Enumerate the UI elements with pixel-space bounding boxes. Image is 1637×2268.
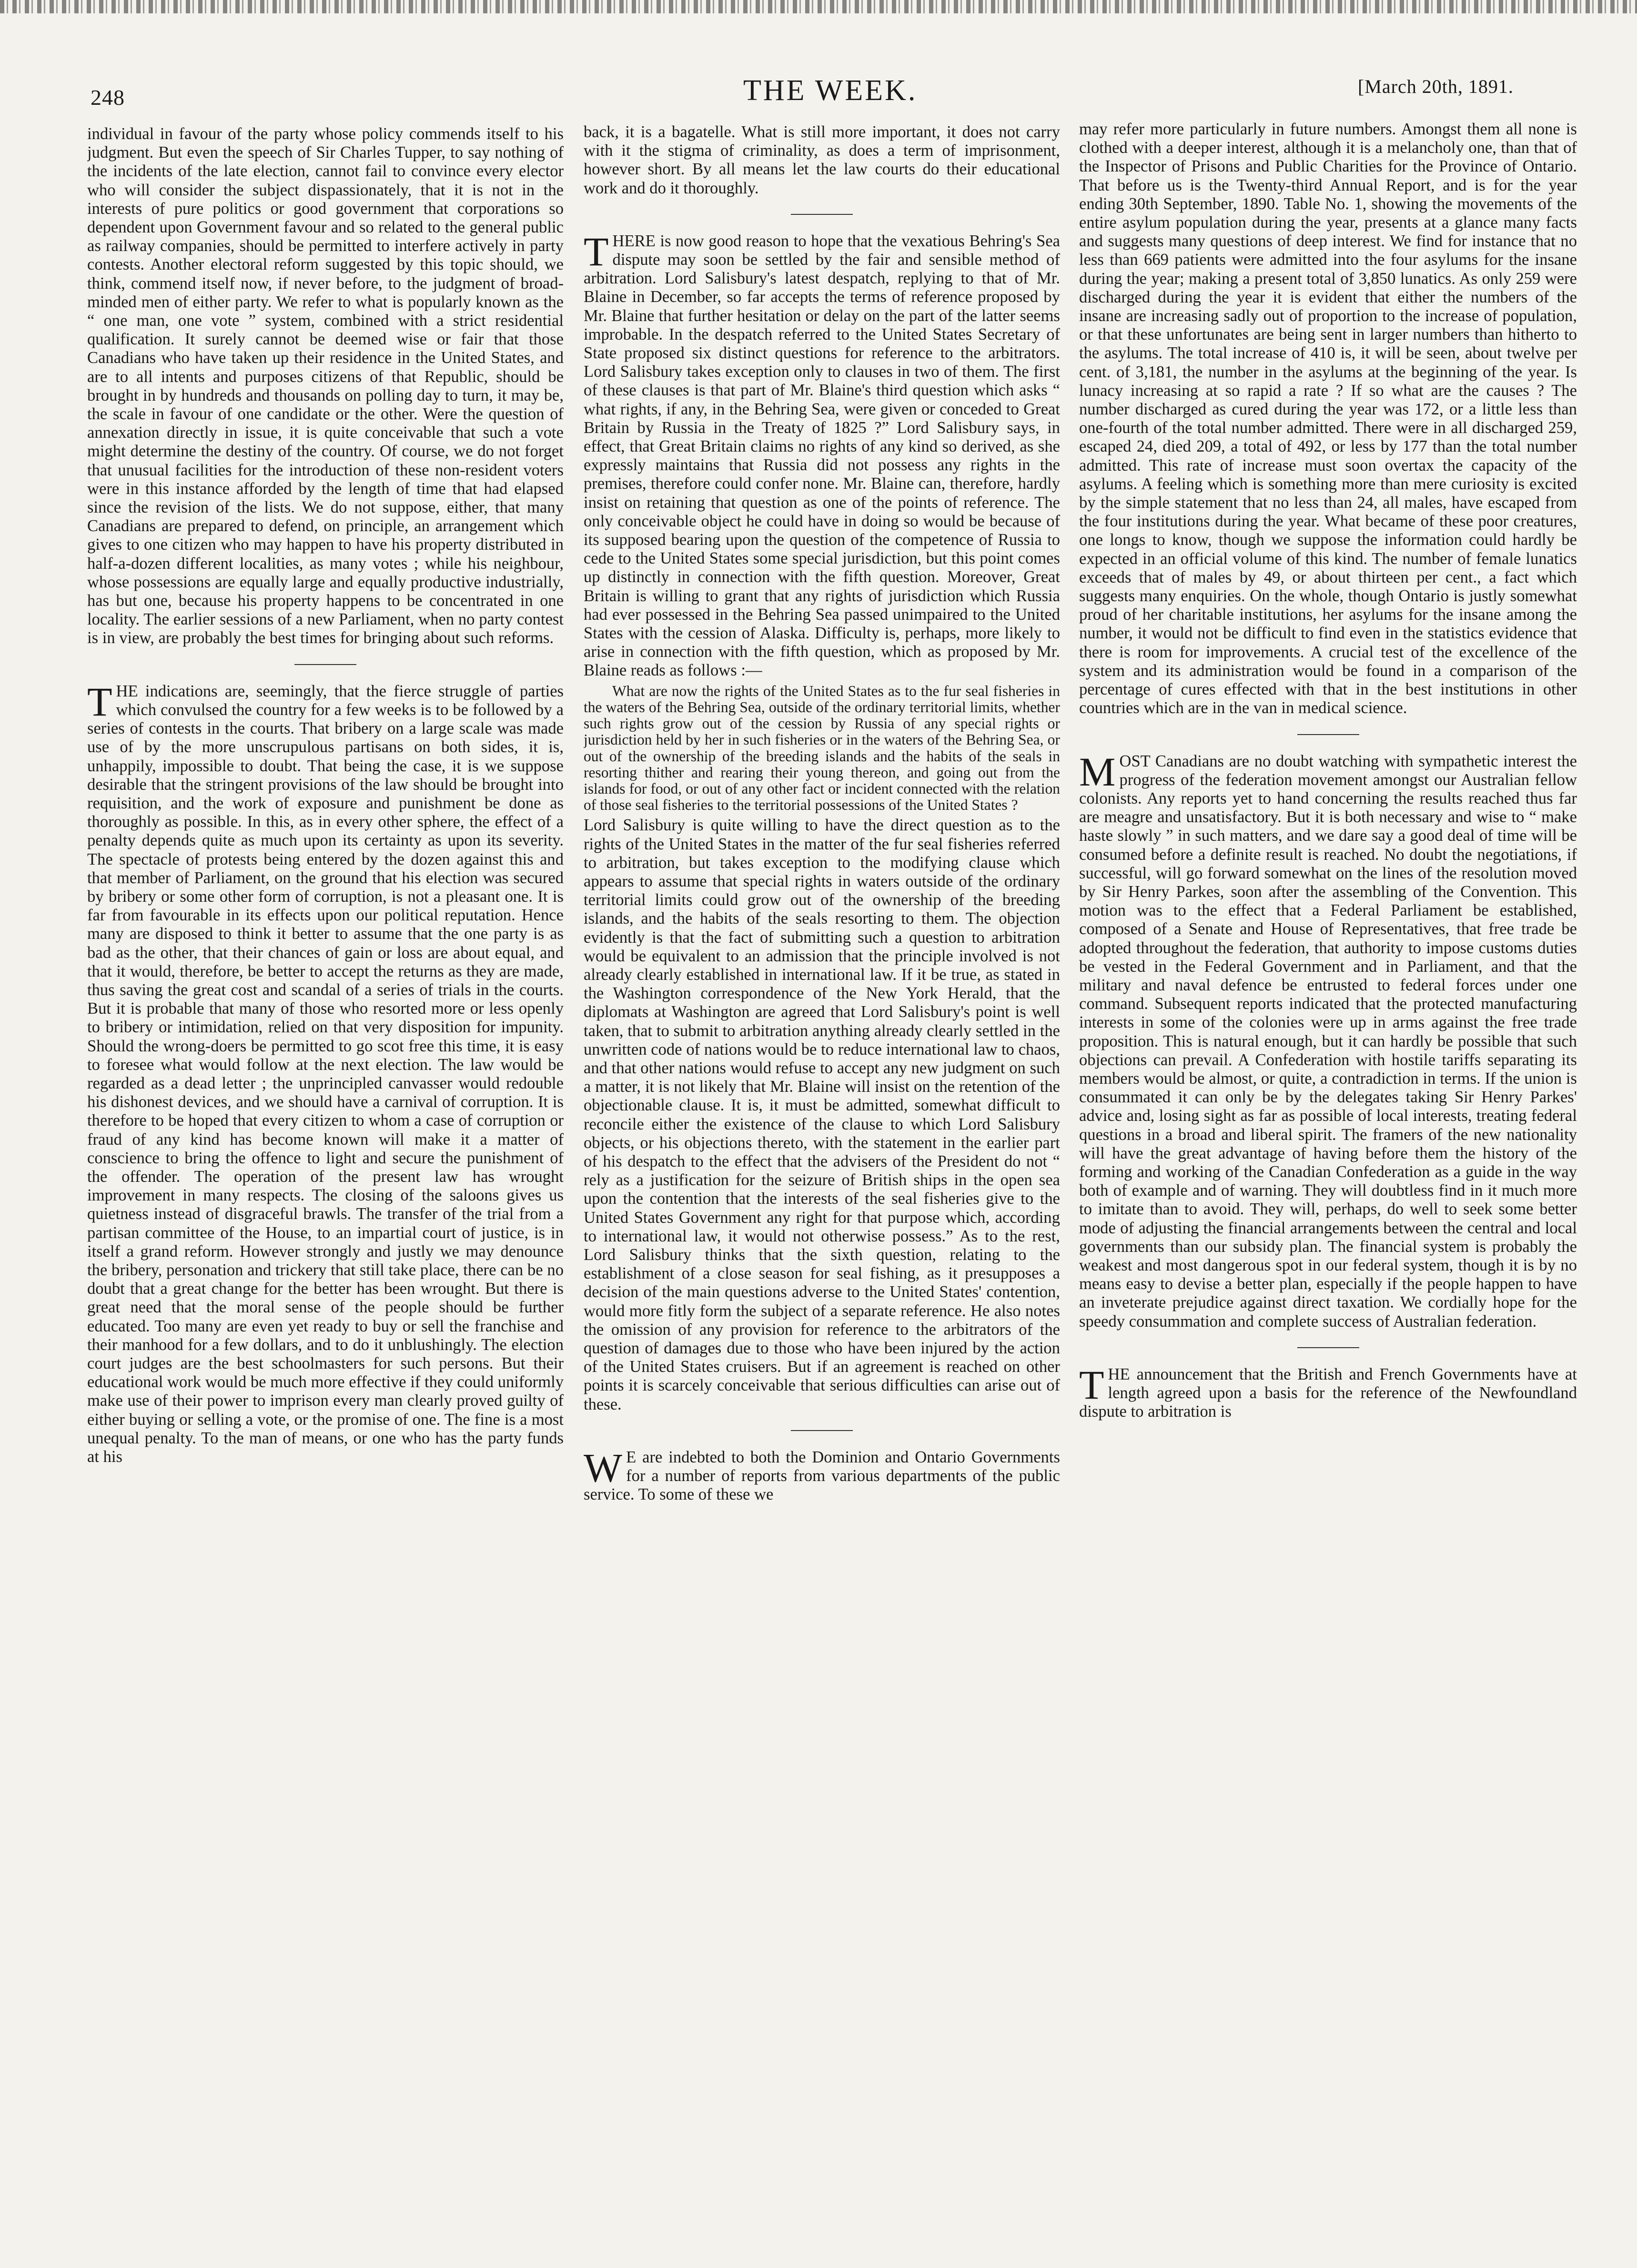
article-separator [1297,734,1359,735]
quoted-fifth-question: What are now the rights of the United States as to the fur seal fisheries in the waters of the Behring Sea, outside of the ordinary territorial limits, whether such rights grow out of the cession by Russia of any special rights or jurisdiction held by her in such fisheries or in the waters of the Behring Sea, or out of the ownership of the breeding islands and the habits of the seals in resorting thither and rearing their young thereon, and going out from the islands for food, or out of any other fact or incident connected with the relation of those seal fisheries to the territorial possessions of the United States ? [584,682,1060,814]
article-election-bribery: THE indications are, seemingly, that the fierce struggle of parties which convulsed the country for a few weeks is to be followed by a series of contests in the courts. That bribery on a large scale was made use of by the more unscrupulous partisans on both sides, it is, unhappily, impossible to doubt. That being the case, it is we suppose desirable that the stringent provisions of the law should be brought into requisition, and the work of exposure and punishment be done as thoroughly as possible. In this, as in every other sphere, the effect of a penalty depends quite as much upon its certainty as upon its severity. The spectacle of protests being entered by the dozen against this and that member of Parliament, on the ground that his election was secured by bribery or some other form of corruption, is not a pleasant one. It is far from favourable in its effects upon our political reputation. Hence many are disposed to think it better to assume that the one party is as bad as the other, that their chances of gain or loss are about equal, and that it would, therefore, be better to accept the returns as they are made, thus saving the great cost and scandal of a series of trials in the courts. But it is probable that many of those who resorted more or less openly to bribery or intimidation, relied on that very disposition for impunity. Should the wrong-doers be permitted to go scot free this time, it is easy to foresee what would follow at the next election. The law would be regarded as a dead letter ; the unprincipled canvasser would redouble his dishonest devices, and we should have a carnival of corruption. It is therefore to be hoped that every citizen to whom a case of corruption or fraud of any kind has become known will make it a matter of conscience to bring the offence to light and secure the punishment of the offender. The operation of the present law has wrought improvement in many respects. The closing of the saloons gives us quietness instead of disgraceful brawls. The transfer of the trial from a partisan committee of the House, to an impartial court of justice, is in itself a grand reform. However strongly and justly we may denounce the bribery, personation and trickery that still take place, there can be no doubt that a great change for the better has been wrought. But there is great need that the moral sense of the people should be further educated. Too many are even yet ready to buy or sell the franchise and their manhood for a few dollars, and to do it unblushingly. The election court judges are the best schoolmasters for such persons. But their educational work would be much more effective if they could uniformly make use of their power to imprison every man clearly proved guilty of either buying or selling a vote, or the promise of one. The fine is a most unequal penalty. To the man of means, or one who has the party funds at his [87,678,564,1466]
page-number: 248 [91,85,125,110]
article-behring-sea-continued: Lord Salisbury is quite willing to have the direct question as to the rights of the United States in the matter of the fur seal fisheries referred to arbitration, but takes exception to the modifying clause which appears to assume that special rights in waters outside of the ordinary territorial limits could grow out of the ownership of the breeding islands, and the habits of the seals resorting to them. The objection evidently is that the fact of submitting such a question to arbitration would be equivalent to an admission that the principle involved is not already clearly established in international law. If it be true, as stated in the Washington correspondence of the New York Herald, that the diplomats at Washington are agreed that Lord Salisbury's point is well taken, that to submit to arbitration anything already clearly settled in the unwritten code of nations would be to reduce international law to chaos, and that other nations would refuse to accept any new judgment on such a matter, it is not likely that Mr. Blaine will insist on the retention of the objectionable clause. It is, it must be admitted, somewhat difficult to reconcile either the existence of the clause to which Lord Salisbury objects, or his objections thereto, with the statement in the earlier part of his despatch to the effect that the advisers of the President do not “ rely as a justification for the seizure of British ships in the open sea upon the contention that the interests of the seal fisheries give to the United States Government any right for that purpose which, according to international law, it would not otherwise possess.” As to the rest, Lord Salisbury thinks that the sixth question, relating to the establishment of a close season for seal fishing, as it presupposes a decision of the main questions adverse to the United States' contention, would more fitly form the subject of a separate reference. He also notes the omission of any provision for reference to the arbitrators of the question of damages due to those who have been injured by the action of the United States cruisers. But if an agreement is reached on other points it is scarcely conceivable that serious difficulties can arise out of these. [584,816,1060,1413]
top-border-rule [0,0,1637,13]
article-separator [294,664,356,665]
article-newfoundland-dispute: THE announcement that the British and French Governments have at length agreed upon a basis for the reference of the Newfoundland dispute to arbitration is [1079,1361,1577,1421]
article-separator [791,1430,853,1431]
article-electoral-reform: individual in favour of the party whose policy commends itself to his judgment. But even the speech of Sir Charles Tupper, to say nothing of the incidents of the late election, cannot fail to convince every elector who will consider the subject dispassionately, that it is not in the interests of pure politics or good government that corporations so dependent upon Government favour and so related to the general public as railway companies, should be permitted to interfere actively in party contests. Another electoral reform suggested by this topic should, we think, commend itself now, if never before, to the judgment of broad-minded men of either party. We refer to what is popularly known as the “ one man, one vote ” system, combined with a strict residential qualification. It surely cannot be deemed wise or fair that those Canadians who have taken up their residence in the United States, and are to all intents and purposes citizens of that Republic, should be brought in by hundreds and thousands on polling day to turn, it may be, the scale in favour of one candidate or the other. Were the question of annexation directly in issue, it is quite conceivable that such a vote might determine the destiny of the country. Of course, we do not forget that unusual facilities for the introduction of these non-resident voters were in this instance afforded by the length of time that had elapsed since the revision of the lists. We do not suppose, either, that many Canadians are prepared to defend, on principle, an arrangement which gives to one citizen who may happen to have his property distributed in half-a-dozen different localities, as many votes ; while his neighbour, whose possessions are equally large and equally productive industrially, has but one, because his property happens to be concentrated in one locality. The earlier sessions of a new Parliament, when no party contest is in view, are probably the best times for bringing about such reforms. [87,125,564,647]
article-separator [1297,1347,1359,1348]
article-australian-federation: MOST Canadians are no doubt watching with sympathetic interest the progress of the federation movement amongst our Australian fellow colonists. Any reports yet to hand concerning the results reached thus far are meagre and unsatisfactory. But it is both necessary and wise to “ make haste slowly ” in such matters, and we dare say a good deal of time will be consumed before a definite result is reached. No doubt the negotiations, if successful, will go forward somewhat on the lines of the resolution moved by Sir Henry Parkes, soon after the assembling of the Convention. This motion was to the effect that a Federal Parliament be established, composed of a Senate and House of Representatives, that free trade be adopted throughout the federation, that authority to impose customs duties be vested in the Federal Government and in Parliament, and that the military and naval defence be entrusted to federal forces under one command. Subsequent reports indicated that the protected manufacturing interests in some of the colonies were up in arms against the free trade proposition. This is natural enough, but it can hardly be possible that such objections can prevail. A Confederation with hostile tariffs separating its members would be almost, or quite, a contradiction in terms. If the union is consummated it can only be by the delegates taking Sir Henry Parkes' advice and, losing sight as far as possible of local interests, treating federal questions in a broad and liberal spirit. The framers of the new nationality will have the great advantage of having before them the history of the forming and working of the Canadian Confederation as a guide in the way both of example and of warning. They will doubtless find in it much more to imitate than to avoid. They will, perhaps, do well to seek some better mode of adjusting the financial arrangements between the central and local governments than our subsidy plan. The financial system is probably the weakest and most dangerous spot in our federal system, though it is by no means easy to devise a better plan, especially if the people happen to have an inveterate prejudice against direct taxation. We cordially hope for the speedy consummation and complete success of Australian federation. [1079,748,1577,1331]
issue-date: [March 20th, 1891. [1358,76,1514,97]
article-behring-sea: THERE is now good reason to hope that the vexatious Behring's Sea dispute may soon be settled by the fair and sensible method of arbitration. Lord Salisbury's latest despatch, replying to that of Mr. Blaine in December, so far accepts the terms of reference proposed by Mr. Blaine that further hesitation or delay on the part of the latter seems improbable. In the despatch referred to the United States Secretary of State proposed six distinct questions for reference to the arbitrators. Lord Salisbury takes exception only to clauses in two of them. The first of these clauses is that part of Mr. Blaine's third question which asks “ what rights, if any, in the Behring Sea, were given or conceded to Great Britain by Russia in the Treaty of 1825 ?” Lord Salisbury says, in effect, that Great Britain claims no rights of any kind so derived, as she expressly maintains that Russia did not possess any rights in the premises, therefore could confer none. Mr. Blaine can, therefore, hardly insist on retaining that question as one of the points of reference. The only conceivable object he could have in doing so would be because of its supposed bearing upon the question of the competence of Russia to cede to the United States some special jurisdiction, but this point comes up distinctly in connection with the fifth question. Moreover, Great Britain is willing to grant that any rights of jurisdiction which Russia had ever possessed in the Behring Sea passed unimpaired to the United States with the cession of Alaska. Difficulty is, perhaps, more likely to arise in connection with the fifth question, which as proposed by Mr. Blaine reads as follows :— [584,228,1060,680]
publication-title: THE WEEK. [743,74,918,107]
article-government-reports: WE are indebted to both the Dominion and Ontario Governments for a number of reports from various departments of the public service. To some of these we [584,1444,1060,1504]
column-middle [584,123,1060,2228]
column-right [1079,120,1577,2226]
article-asylum-report: may refer more particularly in future numbers. Amongst them all none is clothed with a deeper interest, although it is a melancholy one, than that of the Inspector of Prisons and Public Charities for the Province of Ontario. That before us is the Twenty-third Annual Report, and is for the year ending 30th September, 1890. Table No. 1, showing the movements of the entire asylum population during the year, presents at a glance many facts and suggests many questions of deep interest. We find for instance that no less than 669 patients were admitted into the four asylums for the insane during the year; making a present total of 3,850 lunatics. As only 259 were discharged during the year it is evident that either the numbers of the insane are increasing sadly out of proportion to the increase of population, or that these unfortunates are being sent in larger numbers than hitherto to the asylums. The total increase of 410 is, it will be seen, about twelve per cent. of 3,181, the number in the asylums at the beginning of the year. Is lunacy increasing at so rapid a rate ? If so what are the causes ? The number discharged as cured during the year was 172, or a little less than one-fourth of the total number admitted. There were in all discharged 259, escaped 24, died 209, a total of 492, or less by 177 than the total number admitted. This rate of increase must soon overtax the capacity of the asylums. A feeling which is something more than mere curiosity is excited by the simple statement that no less than 24, all males, have escaped from the four institutions during the year. What became of these poor creatures, one longs to know, though we suppose the information could hardly be expected in an official volume of this kind. The number of female lunatics exceeds that of males by 49, or about thirteen per cent., a fact which suggests many enquiries. On the whole, though Ontario is justly somewhat proud of her charitable institutions, her asylums for the insane among the number, it would not be difficult to find even in the statistics evidence that there is room for improvements. A crucial test of the excellence of the system and its administration would be found in a comparison of the percentage of cures effected with that in the best institutions in other countries which are in the van in medical science. [1079,120,1577,717]
article-bribery-continued: back, it is a bagatelle. What is still more important, it does not carry with it the stigma of criminality, as does a term of imprisonment, however short. By all means let the law courts do their educational work and do it thoroughly. [584,123,1060,197]
article-separator [791,214,853,215]
column-left [87,125,564,2230]
